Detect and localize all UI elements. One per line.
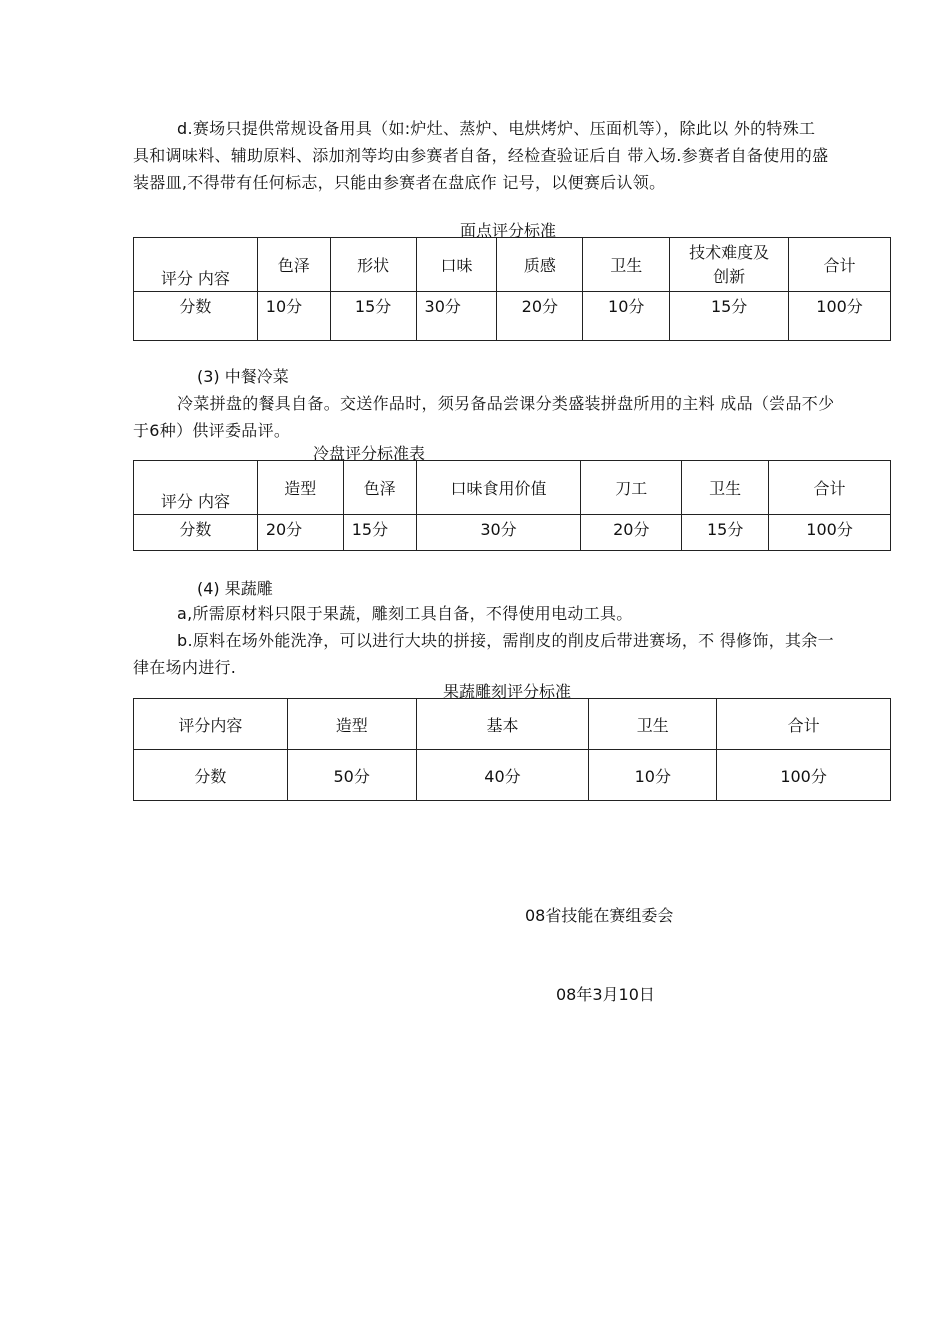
intro-paragraph <box>133 115 891 196</box>
table3-header-row <box>134 699 891 750</box>
table1-score-cell: 15分 <box>670 292 789 341</box>
table1-header-cell: 卫生 <box>583 238 670 292</box>
table2-score-cell: 15分 <box>343 515 416 551</box>
table1-row-label: 分数 <box>134 292 258 341</box>
table1-header-label: 评分 内容 <box>134 238 258 292</box>
section3-line-1: 冷菜拼盘的餐具自备。交送作品时，须另备品尝课分类盛装拼盘所用的主料 成品（尝品不少 <box>177 394 835 413</box>
table2-header-cell: 刀工 <box>581 461 682 515</box>
table2-header-cell: 卫生 <box>682 461 769 515</box>
table1-score-row <box>134 292 891 341</box>
table2-score-row <box>134 515 891 551</box>
table1-header-cell: 合计 <box>789 238 891 292</box>
table1-header-cell: 形状 <box>330 238 416 292</box>
table2-row-label: 分数 <box>134 515 258 551</box>
table2-header-cell: 口味食用价值 <box>416 461 581 515</box>
table1-header-cell <box>670 238 789 292</box>
table1-header-row <box>134 238 891 292</box>
table3-title: 果蔬雕刻评分标准 <box>443 682 572 701</box>
table3-header-cell: 基本 <box>416 699 589 750</box>
section3-paragraph <box>133 390 891 444</box>
table3-score-cell: 10分 <box>589 750 717 801</box>
table2-score-cell: 30分 <box>416 515 581 551</box>
table1-score-cell: 10分 <box>583 292 670 341</box>
section3-heading: (3) 中餐冷菜 <box>197 367 289 386</box>
table2-header-row <box>134 461 891 515</box>
intro-line-2: 具和调味料、辅助原料、添加剂等均由参赛者自备，经检查验证后自 带入场.参赛者自备使用的盛 <box>133 146 829 165</box>
table3-score-cell: 40分 <box>416 750 589 801</box>
table2-score-cell: 15分 <box>682 515 769 551</box>
section4-line-a: a,所需原材料只限于果蔬，雕刻工具自备，不得使用电动工具。 <box>177 604 633 623</box>
table2-score-cell: 20分 <box>257 515 343 551</box>
table2-header-cell: 色泽 <box>343 461 416 515</box>
table1-header-cell: 色泽 <box>257 238 330 292</box>
table1-score-cell: 20分 <box>497 292 583 341</box>
table2-header-cell: 造型 <box>257 461 343 515</box>
table3-score-cell: 50分 <box>287 750 416 801</box>
table2-header-cell: 合计 <box>769 461 891 515</box>
table1-header-text: 技术难度及创新 <box>689 242 770 286</box>
section4-line-b2: 律在场内进行. <box>133 658 237 677</box>
carving-score-table <box>133 698 891 801</box>
table2-score-cell: 100分 <box>769 515 891 551</box>
table2-title: 冷盘评分标准表 <box>313 444 426 463</box>
table2-header-label: 评分 内容 <box>134 461 258 515</box>
section3-line-2: 于6种）供评委品评。 <box>133 421 291 440</box>
table2-score-cell: 20分 <box>581 515 682 551</box>
intro-line-1: d.赛场只提供常规设备用具（如:炉灶、蒸炉、电烘烤炉、压面机等），除此以 外的特殊工 <box>177 119 816 138</box>
section4-paragraph <box>133 600 891 681</box>
signature-organization: 08省技能在赛组委会 <box>525 906 674 925</box>
signature-date: 08年3月10日 <box>556 985 655 1004</box>
pastry-score-table <box>133 237 891 341</box>
table3-score-cell: 100分 <box>717 750 891 801</box>
cold-dish-score-table <box>133 460 891 551</box>
table1-title: 面点评分标准 <box>460 221 557 240</box>
section4-line-b1: b.原料在场外能洗净，可以进行大块的拼接，需削皮的削皮后带进赛场，不 得修饰，其余一 <box>177 631 834 650</box>
table1-header-cell: 口味 <box>416 238 497 292</box>
table1-score-cell: 30分 <box>416 292 497 341</box>
table3-header-cell: 卫生 <box>589 699 717 750</box>
table1-score-cell: 10分 <box>257 292 330 341</box>
table3-row-label: 分数 <box>134 750 288 801</box>
table3-header-cell: 造型 <box>287 699 416 750</box>
table3-header-label: 评分内容 <box>134 699 288 750</box>
table1-score-cell: 15分 <box>330 292 416 341</box>
table3-score-row <box>134 750 891 801</box>
table1-header-cell: 质感 <box>497 238 583 292</box>
section4-heading: (4) 果蔬雕 <box>197 579 273 598</box>
table3-header-cell: 合计 <box>717 699 891 750</box>
intro-line-3: 装器皿,不得带有任何标志，只能由参赛者在盘底作 记号，以便赛后认领。 <box>133 173 666 192</box>
table1-score-cell: 100分 <box>789 292 891 341</box>
